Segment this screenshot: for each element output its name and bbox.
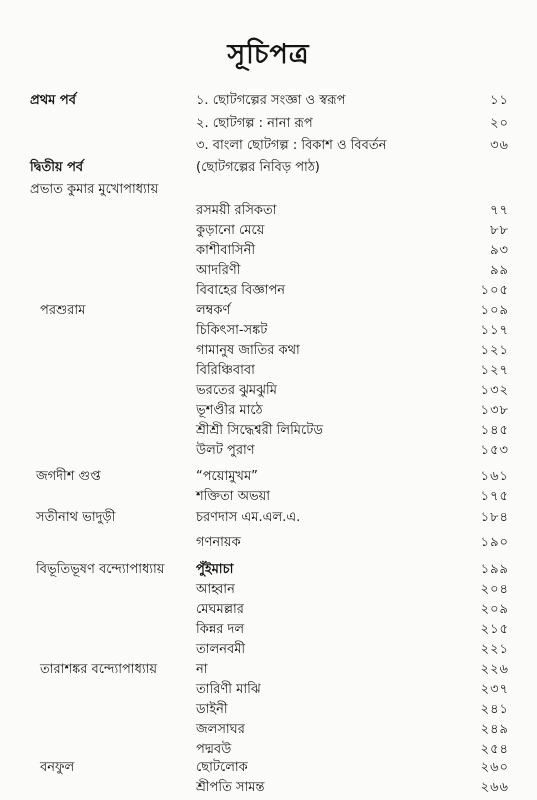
list-item: [0, 341, 537, 361]
list-item: [0, 401, 537, 421]
page-number: ১৩৮: [480, 403, 509, 418]
list-item: [0, 600, 537, 620]
page-number: ৭৭: [490, 203, 509, 218]
author-name: প্রভাত কুমার মুখোপাধ্যায়: [30, 182, 159, 197]
page-number: ৯৯: [490, 263, 509, 278]
story-title: জলসাঘর: [196, 722, 245, 737]
story-title: চরণদাস এম.এল.এ.: [196, 510, 301, 525]
list-item: [0, 533, 537, 553]
page-number: ১০৫: [480, 283, 509, 298]
story-title: কাশীবাসিনী: [196, 243, 256, 258]
list-item: [0, 560, 537, 580]
page-number: ১১৭: [480, 323, 509, 338]
page-number: ১৮৪: [480, 510, 509, 525]
part-subtitle: (ছোটগল্পের নিবিড় পাঠ): [196, 160, 320, 175]
list-item: [0, 640, 537, 660]
list-item: [0, 381, 537, 401]
list-item: [0, 467, 537, 487]
story-title: মেঘমল্লার: [196, 602, 244, 617]
page-number: ১৪৫: [480, 423, 509, 438]
list-item: [0, 114, 537, 134]
page-number: ২১৫: [480, 622, 509, 637]
list-item: [0, 136, 537, 156]
page-number: ২৬০: [480, 760, 509, 775]
page-number: ৩৬: [490, 138, 509, 153]
list-item: [0, 321, 537, 341]
author-name: বিভূতিভূষণ বন্দ্যোপাধ্যায়: [36, 562, 165, 577]
story-title: শ্রীশ্রী সিদ্ধেশ্বরী লিমিটেড: [196, 423, 323, 438]
page-number: ৯৩: [490, 243, 509, 258]
page-number: ২৪১: [480, 702, 509, 717]
page-number: ১৬১: [480, 469, 509, 484]
page-number: ১৯০: [480, 535, 509, 550]
story-title: শ্রীপতি সামন্ত: [196, 780, 265, 795]
story-title: বিবাহের বিজ্ঞাপন: [196, 283, 286, 298]
page-number: ১০৯: [480, 303, 509, 318]
author-name: বনফুল: [40, 760, 75, 775]
story-title: উলট পুরাণ: [196, 443, 255, 458]
list-item: [0, 620, 537, 640]
page-number: ২০৪: [480, 582, 509, 597]
story-title: কিন্নর দল: [196, 622, 245, 637]
author-name: সতীনাথ ভাদুড়ী: [36, 510, 116, 525]
list-item: [0, 680, 537, 700]
page-number: ২০: [490, 116, 509, 131]
list-item: [0, 700, 537, 720]
story-title: ছোটলোক: [196, 760, 248, 775]
story-title: পুঁইমাচা: [196, 562, 234, 577]
page-number: ২৩৭: [480, 682, 509, 697]
page-title: সূচিপত্র: [227, 39, 310, 70]
list-item: [0, 241, 537, 261]
story-title: গামানুষ জাতির কথা: [196, 343, 300, 358]
story-title: আহ্বান: [196, 582, 235, 597]
story-title: ভূশণ্ডীর মাঠে: [196, 403, 263, 418]
page-number: ১১: [490, 93, 509, 108]
page-number: ৮৮: [490, 223, 509, 238]
list-item: [0, 421, 537, 441]
list-item: [0, 201, 537, 221]
page-number: ২২১: [480, 642, 509, 657]
page-number: ২৫৪: [480, 742, 509, 757]
part-label: দ্বিতীয় পর্ব: [30, 160, 84, 175]
list-item: [0, 158, 537, 178]
list-item: [0, 441, 537, 461]
chapter-title: ১. ছোটগল্পের সংজ্ঞা ও স্বরূপ: [196, 93, 346, 108]
story-title: লম্বকর্ণ: [196, 303, 231, 318]
list-item: [0, 720, 537, 740]
story-title: গণনায়ক: [196, 535, 241, 550]
page-number: ১৫৩: [480, 443, 509, 458]
list-item: [0, 261, 537, 281]
author-name: জগদীশ গুপ্ত: [36, 469, 101, 484]
page-number: ২৪৯: [480, 722, 509, 737]
page-number: ২২৬: [480, 662, 509, 677]
list-item: [0, 361, 537, 381]
story-title: না: [196, 662, 208, 677]
chapter-title: ৩. বাংলা ছোটগল্প : বিকাশ ও বিবর্তন: [196, 138, 387, 153]
page-number: ১২১: [480, 343, 509, 358]
list-item: [0, 487, 537, 507]
list-item: [0, 660, 537, 680]
chapter-title: ২. ছোটগল্প : নানা রূপ: [196, 116, 313, 131]
story-title: চিকিৎসা-সঙ্কট: [196, 323, 268, 338]
page-number: ১২৭: [480, 363, 509, 378]
story-title: পদ্মবউ: [196, 742, 232, 757]
list-item: [0, 580, 537, 600]
story-title: তালনবমী: [196, 642, 246, 657]
page-number: ১৯৯: [480, 562, 509, 577]
list-item: [0, 758, 537, 778]
story-title: কুড়ানো মেয়ে: [196, 223, 265, 238]
list-item: [0, 180, 537, 200]
list-item: [0, 778, 537, 798]
story-title: বিরিঞ্চিবাবা: [196, 363, 255, 378]
author-name: তারাশঙ্কর বন্দ্যোপাধ্যায়: [40, 662, 158, 677]
page-number: ১৭৫: [480, 489, 509, 504]
list-item: [0, 301, 537, 321]
list-item: [0, 508, 537, 528]
story-title: “পয়োমুখম”: [196, 469, 258, 484]
story-title: আদরিণী: [196, 263, 241, 278]
story-title: ডাইনী: [196, 702, 228, 717]
list-item: [0, 740, 537, 760]
part-label: প্রথম পর্ব: [30, 93, 76, 108]
story-title: তারিণী মাঝি: [196, 682, 261, 697]
author-name: পরশুরাম: [40, 303, 86, 318]
list-item: [0, 281, 537, 301]
story-title: ভরতের ঝুমঝুমি: [196, 383, 277, 398]
story-title: রসময়ী রসিকতা: [196, 203, 277, 218]
list-item: [0, 91, 537, 111]
page-number: ১৩২: [480, 383, 509, 398]
story-title: শক্তিতা অভয়া: [196, 489, 271, 504]
page-number: ২০৯: [480, 602, 509, 617]
page-number: ২৬৬: [480, 780, 509, 795]
list-item: [0, 221, 537, 241]
